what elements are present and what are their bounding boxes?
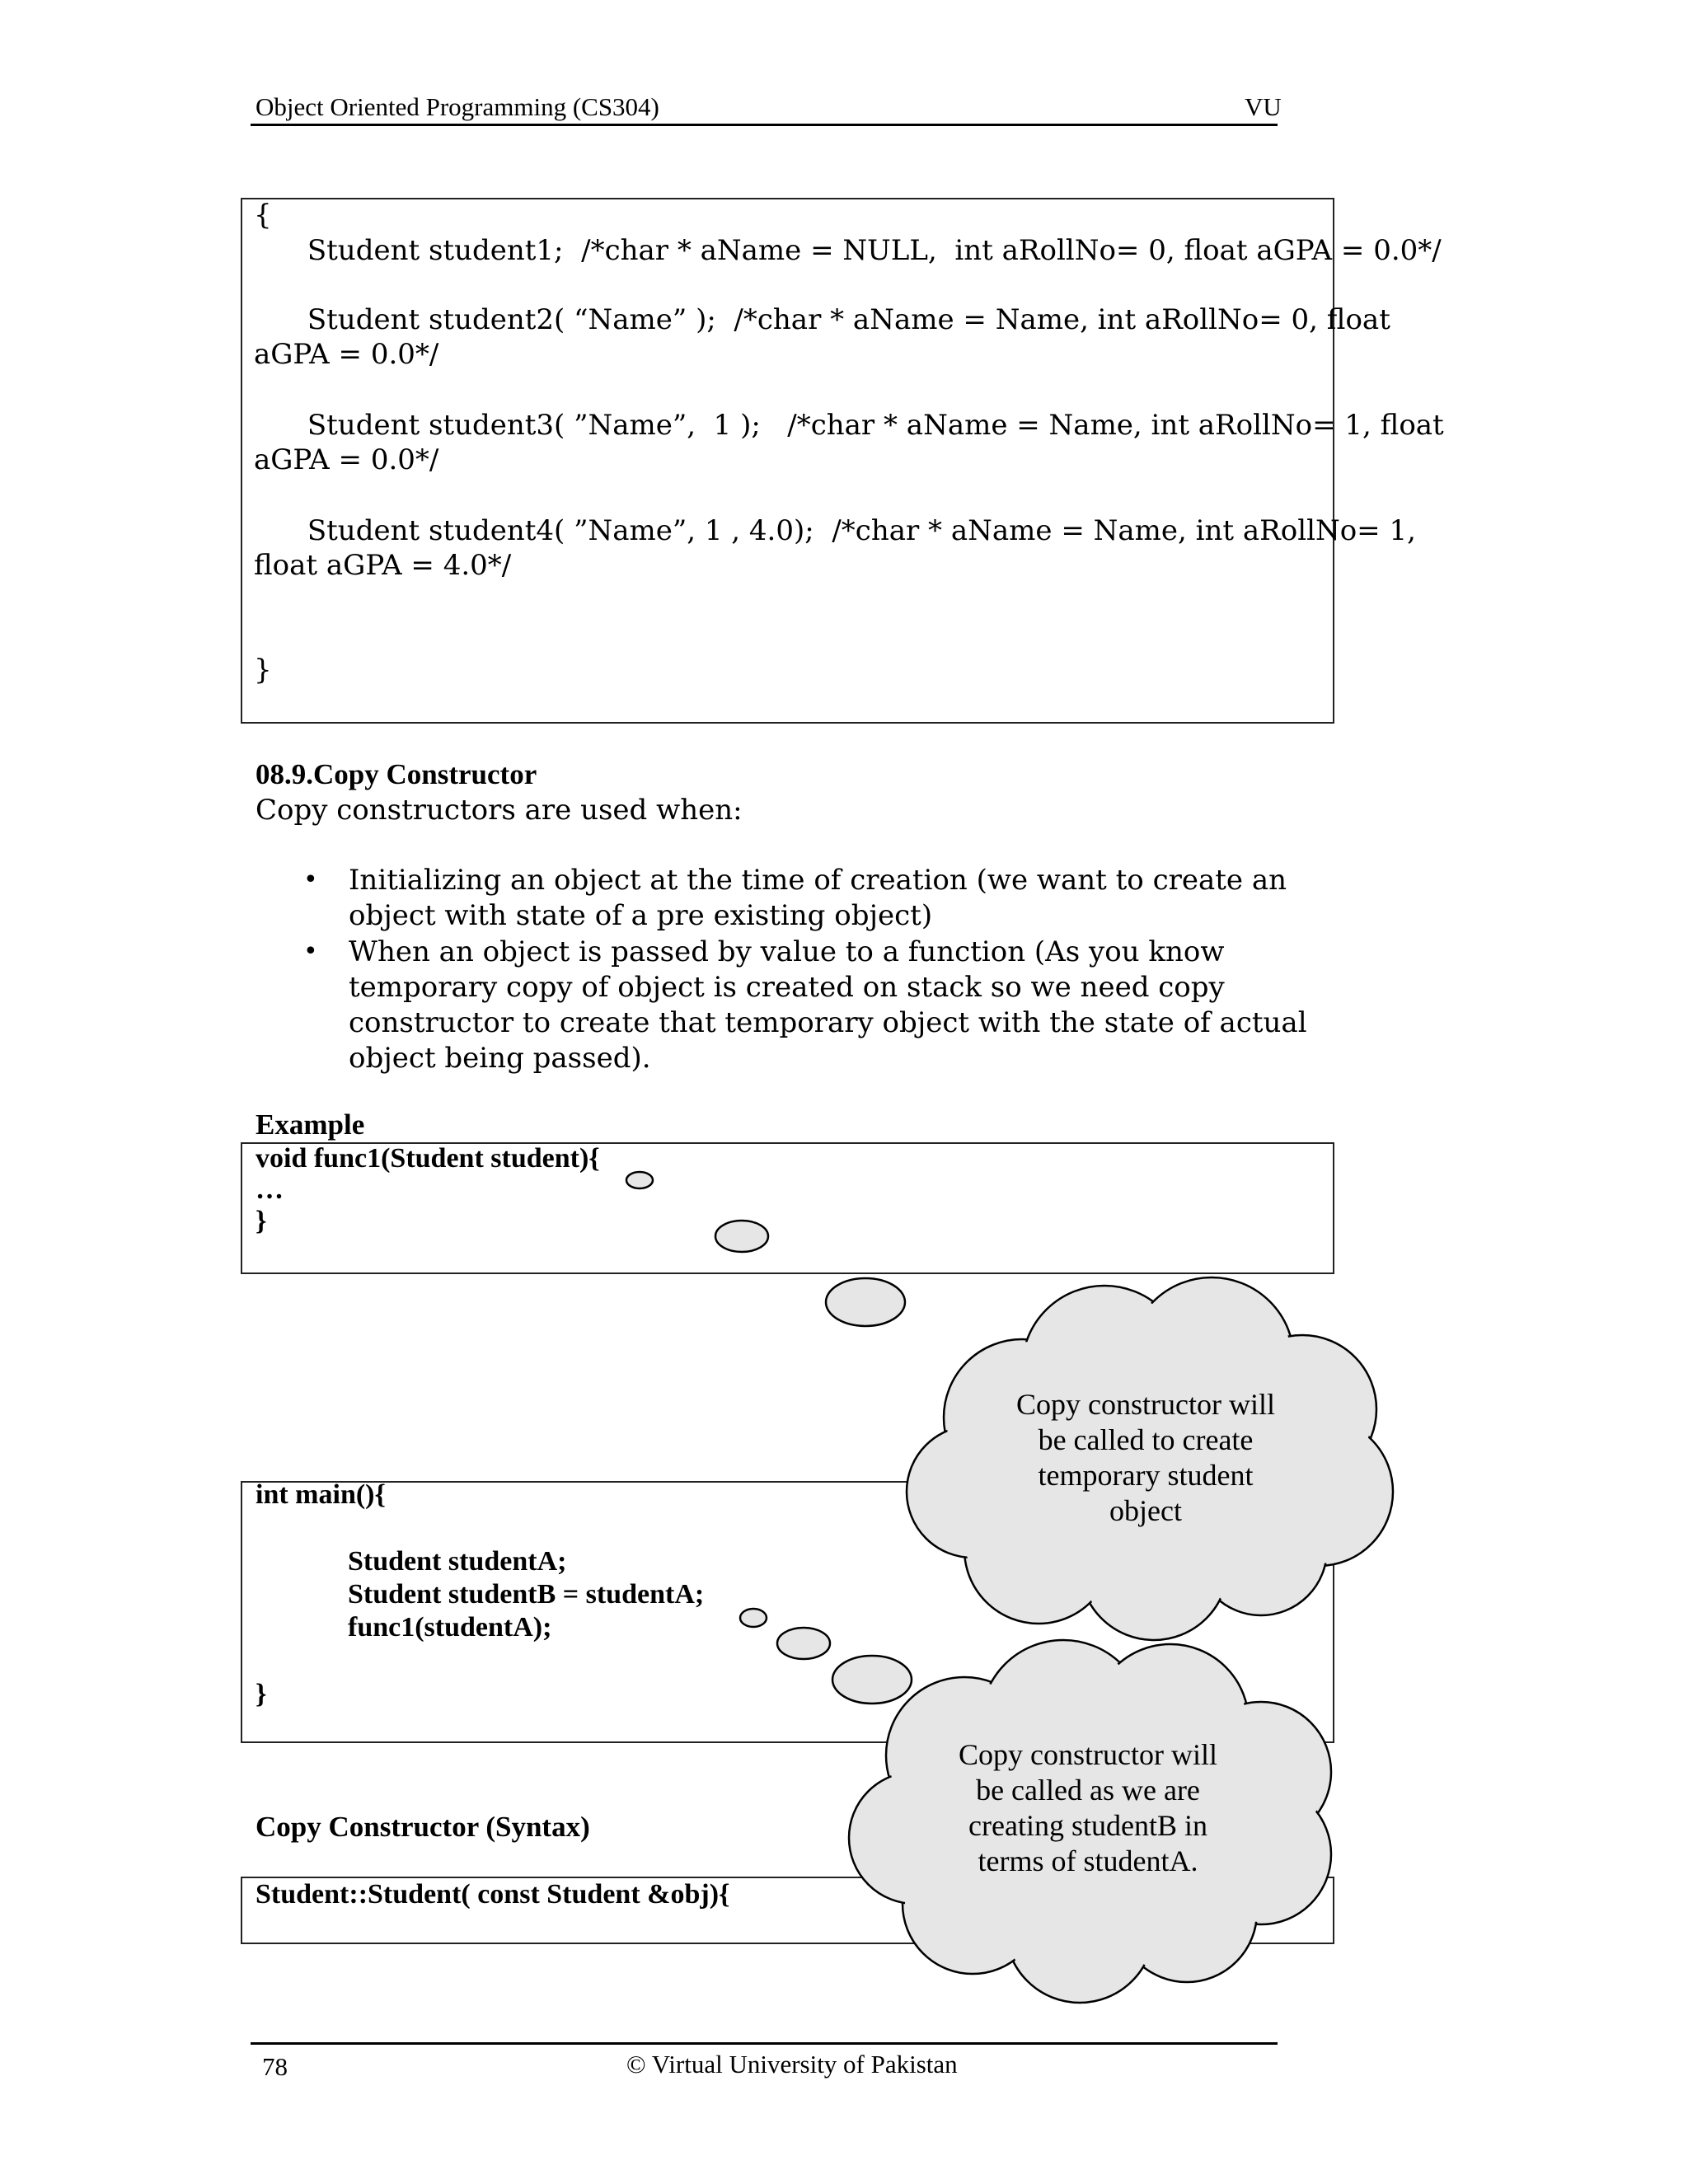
code-line: aGPA = 0.0*/ — [254, 443, 439, 476]
footer-copyright: © Virtual University of Pakistan — [626, 2050, 958, 2079]
code-line: int main(){ — [256, 1479, 386, 1510]
thought-bubble-large — [826, 1278, 905, 1326]
bullet-symbol: • — [303, 937, 318, 966]
code-line: float aGPA = 4.0*/ — [254, 549, 512, 582]
thought-bubble-small — [740, 1609, 767, 1627]
cloud-line: be called as we are — [976, 1774, 1200, 1807]
cloud-line: be called to create — [1038, 1423, 1254, 1456]
code-line: Student student4( ”Name”, 1 , 4.0); /*char * aName = Name, int aRollNo= 1, — [254, 514, 1416, 547]
cloud-text-1 — [964, 1387, 1327, 1529]
code-line: Student student1; /*char * aName = NULL, int aRollNo= 0, float aGPA = 0.0*/ — [254, 234, 1442, 267]
footer-rule — [251, 2042, 1278, 2045]
section-heading: 08.9.Copy Constructor — [256, 758, 537, 790]
cloud-line: Copy constructor will — [959, 1738, 1217, 1771]
bullet-item: When an object is passed by value to a function (As you know temporary copy of object is created on stack so we need copy constructor to create that temporary object with the state of actual object being passed). — [349, 935, 1307, 1075]
thought-bubble-medium — [777, 1628, 830, 1659]
bullet-symbol: • — [303, 865, 318, 894]
code-line: void func1(Student student){ — [256, 1143, 600, 1174]
thought-bubble-small — [626, 1172, 653, 1188]
thought-bubble-medium — [715, 1221, 768, 1252]
code-line: Student studentA; — [348, 1546, 567, 1577]
cloud-text-2 — [907, 1737, 1269, 1879]
page-number: 78 — [262, 2052, 288, 2081]
bullet-item: Initializing an object at the time of creation (we want to create an object with state of a pre existing object) — [349, 864, 1287, 932]
code-line: func1(studentA); — [348, 1612, 552, 1643]
example-label: Example — [256, 1108, 365, 1141]
code-line: } — [256, 1679, 267, 1709]
code-line: aGPA = 0.0*/ — [254, 338, 439, 371]
code-line: … — [256, 1174, 284, 1205]
cloud-line: terms of studentA. — [978, 1844, 1198, 1877]
cloud-line: object — [1109, 1494, 1182, 1527]
code-line: Student::Student( const Student &obj){ — [256, 1879, 730, 1910]
cloud-line: temporary student — [1038, 1459, 1254, 1492]
code-line: Student student2( “Name” ); /*char * aName = Name, int aRollNo= 0, float — [254, 303, 1390, 336]
code-line: } — [256, 1206, 267, 1236]
code-line: Student student3( ”Name”, 1 ); /*char * aName = Name, int aRollNo= 1, float — [254, 409, 1444, 442]
code-line: Student studentB = studentA; — [348, 1579, 705, 1610]
syntax-heading: Copy Constructor (Syntax) — [256, 1811, 590, 1843]
section-intro: Copy constructors are used when: — [256, 794, 743, 827]
code-line: } — [254, 654, 272, 687]
header-course-title: Object Oriented Programming (CS304) — [256, 92, 659, 121]
code-line: { — [254, 199, 272, 232]
cloud-line: Copy constructor will — [1016, 1388, 1275, 1421]
cloud-line: creating studentB in — [968, 1809, 1207, 1842]
thought-bubble-large — [832, 1656, 912, 1704]
header-institution: VU — [1245, 92, 1282, 121]
